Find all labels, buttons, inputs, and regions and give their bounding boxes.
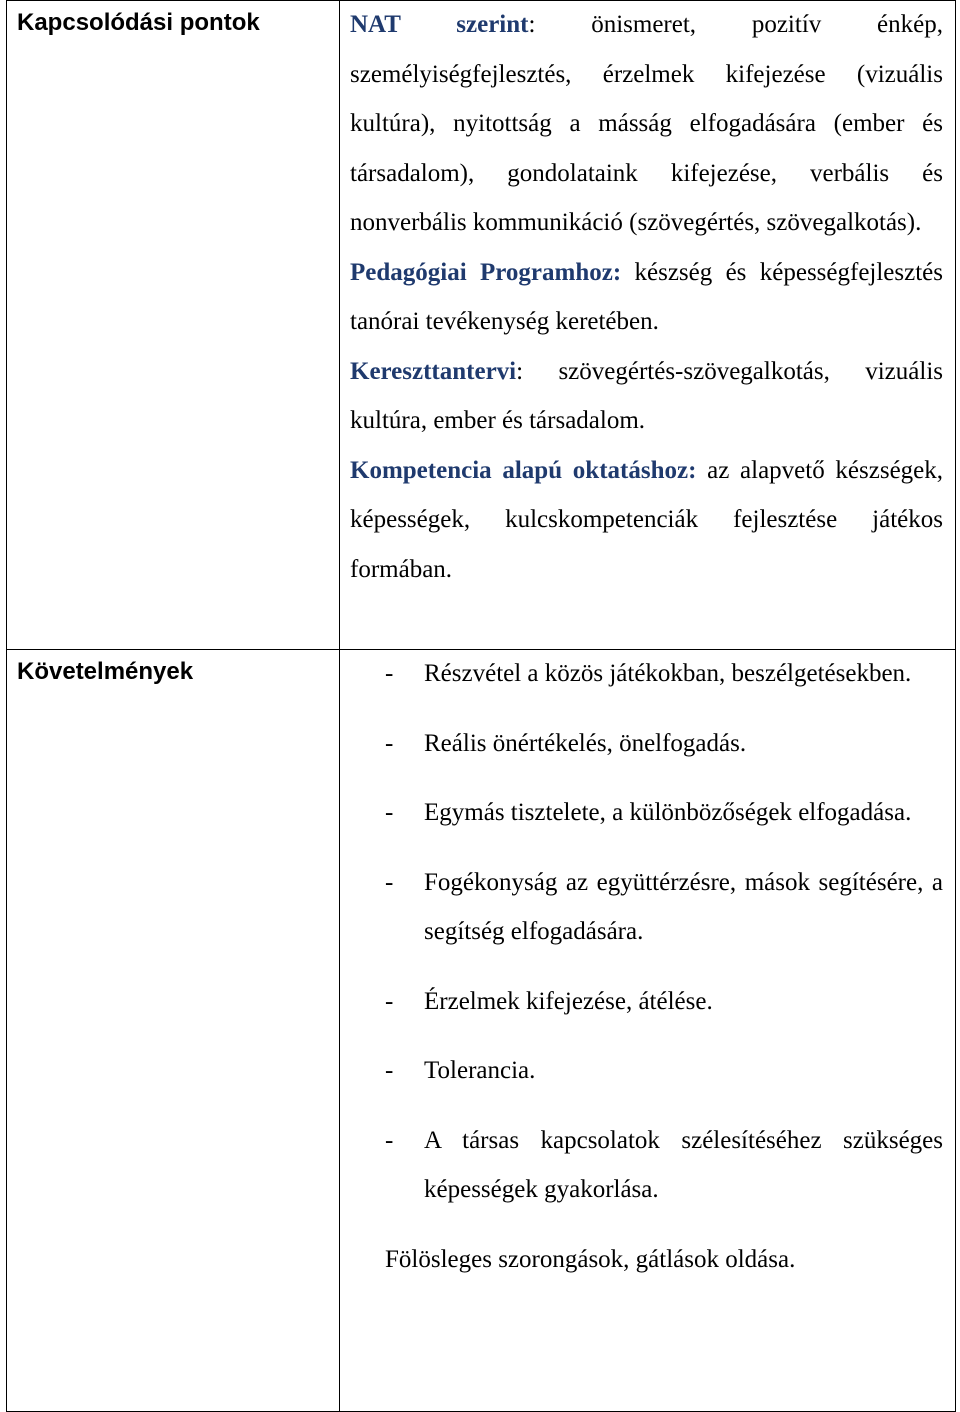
- document-table: [6, 0, 956, 1412]
- list-item: [350, 719, 943, 769]
- pedagogical-text: készség és képességfejlesztés tanórai tevékenység keretében.: [350, 258, 944, 335]
- list-item-text: A társas kapcsolatok szélesítéséhez szükséges képességek gyakorlása.: [424, 1126, 943, 1203]
- nat-heading: NAT szerint: [350, 11, 529, 38]
- list-item-text: Tolerancia.: [424, 1057, 536, 1084]
- competency-paragraph: [350, 446, 943, 595]
- requirements-content: [340, 650, 956, 1412]
- list-item: [350, 977, 943, 1027]
- list-dash: -: [385, 868, 394, 896]
- cross-curricular-paragraph: [350, 347, 943, 446]
- requirements-list: [350, 649, 943, 1215]
- row-label-requirements: Követelmények: [7, 650, 340, 1412]
- list-item: [350, 1116, 943, 1215]
- list-dash: -: [385, 729, 394, 757]
- list-item: [350, 649, 943, 699]
- list-dash: -: [385, 660, 394, 687]
- list-dash: -: [385, 1057, 394, 1084]
- cross-curricular-heading: Kereszttantervi: [350, 357, 517, 385]
- list-item: [350, 858, 943, 957]
- competency-heading: Kompetencia alapú oktatáshoz:: [350, 456, 697, 484]
- list-dash: -: [385, 987, 394, 1015]
- closing-line: Fölösleges szorongások, gátlások oldása.: [385, 1245, 796, 1273]
- competency-text: az alapvető készségek, képességek, kulcskompetenciák fejlesztése játékos formában.: [350, 456, 944, 583]
- table-row-connections: [7, 1, 956, 650]
- table-row-requirements: [7, 650, 956, 1412]
- list-item: [350, 788, 943, 838]
- connections-content: [340, 1, 956, 650]
- pedagogical-paragraph: [350, 248, 943, 347]
- list-item-text: Egymás tisztelete, a különbözőségek elfogadása.: [424, 799, 912, 826]
- list-dash: -: [385, 799, 394, 826]
- list-item: [350, 1046, 943, 1096]
- nat-text: : önismeret, pozitív énkép, személyiségfejlesztés, érzelmek kifejezése (vizuális kultúra), nyitottság a másság elfogadására (ember és társadalom), gondolataink kifejezése, verbális és nonverbális kommunikáció (szövegértés, szövegalkotás).: [350, 11, 944, 236]
- list-item-text: Részvétel a közös játékokban, beszélgetésekben.: [424, 660, 912, 687]
- list-item-text: Érzelmek kifejezése, átélése.: [424, 987, 713, 1015]
- row-label-connections: Kapcsolódási pontok: [7, 1, 340, 650]
- cross-curricular-text: : szövegértés-szövegalkotás, vizuális kultúra, ember és társadalom.: [350, 357, 943, 434]
- list-item-text: Reális önértékelés, önelfogadás.: [424, 729, 747, 757]
- nat-paragraph: [350, 0, 943, 248]
- list-dash: -: [385, 1126, 394, 1154]
- list-item-text: Fogékonyság az együttérzésre, mások segítésére, a segítség elfogadására.: [424, 868, 943, 945]
- pedagogical-heading: Pedagógiai Programhoz:: [350, 258, 622, 286]
